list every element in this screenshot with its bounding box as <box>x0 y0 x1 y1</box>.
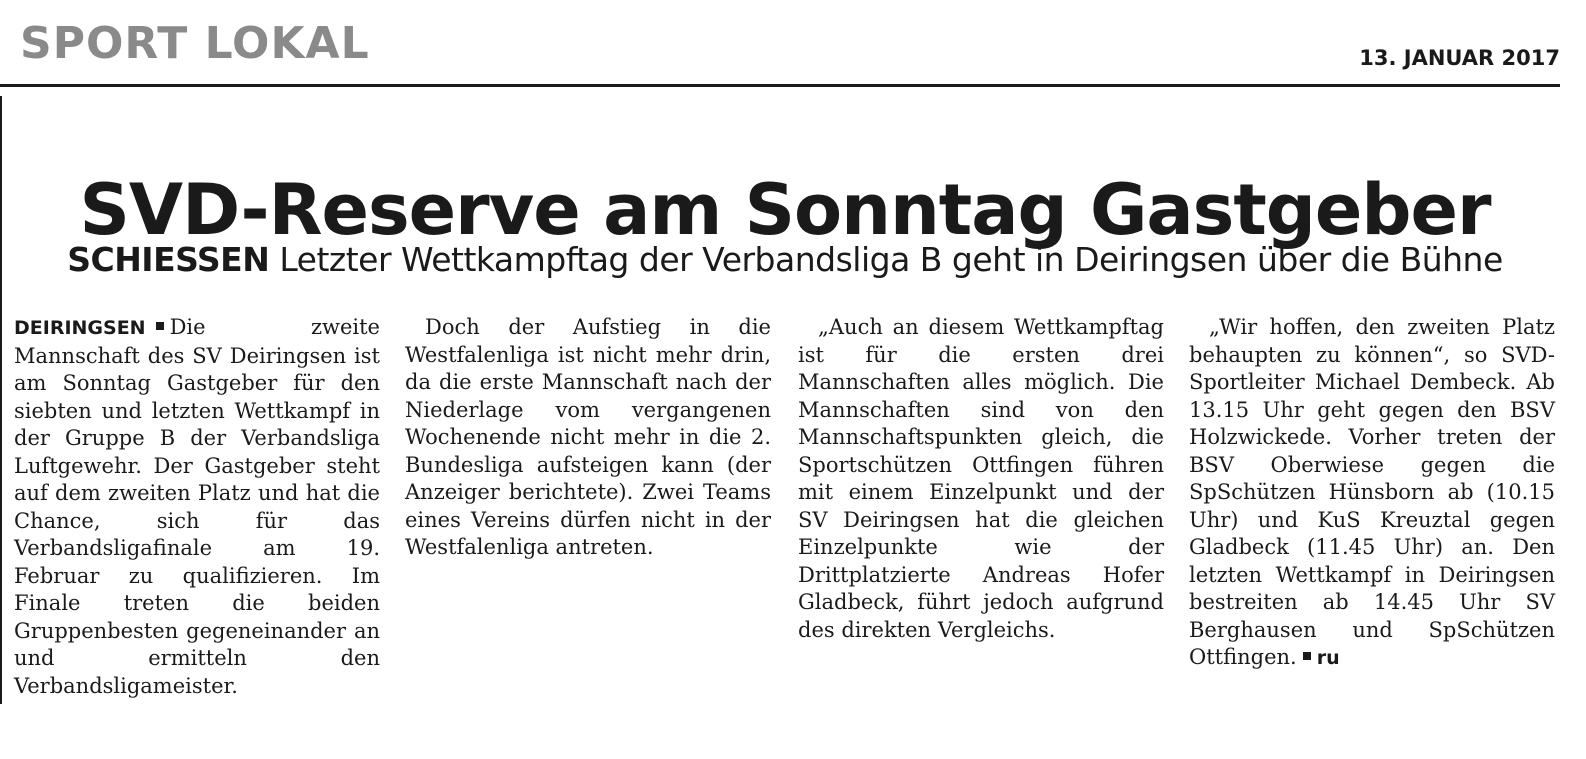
bullet-icon <box>156 322 164 330</box>
article-body <box>14 314 1559 714</box>
column-3 <box>798 314 1164 644</box>
kicker: SCHIESSEN <box>67 240 270 279</box>
subheadline-text: Letzter Wettkampftag der Verbandsliga B geht in Deiringsen über die Bühne <box>279 240 1503 279</box>
paragraph-1-text: Die zweite Mannschaft des SV Deiringsen ist am Sonntag Gastgeber für den siebten und letzten Wettkampf in der Gruppe B der Verbandsliga Luftgewehr. Der Gastgeber steht auf dem zweiten Platz und hat die Chance, sich für das Verbandsligafinale am 19. Februar zu qualifizieren. Im Finale treten die beiden Gruppenbesten gegeneinander an und ermitteln den Verbandsligameister. <box>14 315 380 698</box>
issue-date: 13. JANUAR 2017 <box>1359 46 1560 70</box>
end-bullet-icon <box>1303 652 1311 660</box>
column-4 <box>1189 314 1555 673</box>
dateline: DEIRINGSEN <box>14 317 146 339</box>
headline: SVD-Reserve am Sonntag Gastgeber <box>79 168 1491 251</box>
header-rule <box>0 84 1560 87</box>
section-label: SPORT LOKAL <box>20 18 370 69</box>
column-1 <box>14 314 380 700</box>
paragraph-3: „Auch an diesem Wettkampftag ist für die ersten drei Mannschaften alles möglich. Die Mannschaften sind von den Mannschaftspunkten gleich, die Sportschützen Ottfingen führen mit einem Einzelpunkt und der SV Deiringsen hat die gleichen Einzelpunkte wie der Drittplatzierte Andreas Hofer Gladbeck, führt jedoch aufgrund des direkten Vergleichs. <box>798 315 1164 642</box>
column-2 <box>405 314 771 562</box>
paragraph-4-text: „Wir hoffen, den zweiten Platz behaupten zu können“, so SVD-Sportleiter Michael Dembeck. Ab 13.15 Uhr geht gegen den BSV Holzwickede. Vorher treten der BSV Oberwiese gegen die SpSchützen Hünsborn ab (10.15 Uhr) und KuS Kreuztal gegen Gladbeck (11.45 Uhr) an. Den letzten Wettkampf in Deiringsen bestreiten ab 14.45 Uhr SV Berghausen und SpSchützen Ottfingen. <box>1189 315 1555 669</box>
paragraph-1 <box>14 314 380 700</box>
paragraph-2: Doch der Aufstieg in die Westfalenliga ist nicht mehr drin, da die erste Mannschaft nach der Niederlage vom vergangenen Wochenende nicht mehr in die 2. Bundesliga aufsteigen kann (der Anzeiger berichtete). Zwei Teams eines Vereins dürfen nicht in der Westfalenliga antreten. <box>405 315 771 559</box>
paragraph-4 <box>1189 314 1555 673</box>
author-initials: ru <box>1316 647 1340 669</box>
subheadline <box>0 240 1570 279</box>
page-header <box>20 14 1560 84</box>
